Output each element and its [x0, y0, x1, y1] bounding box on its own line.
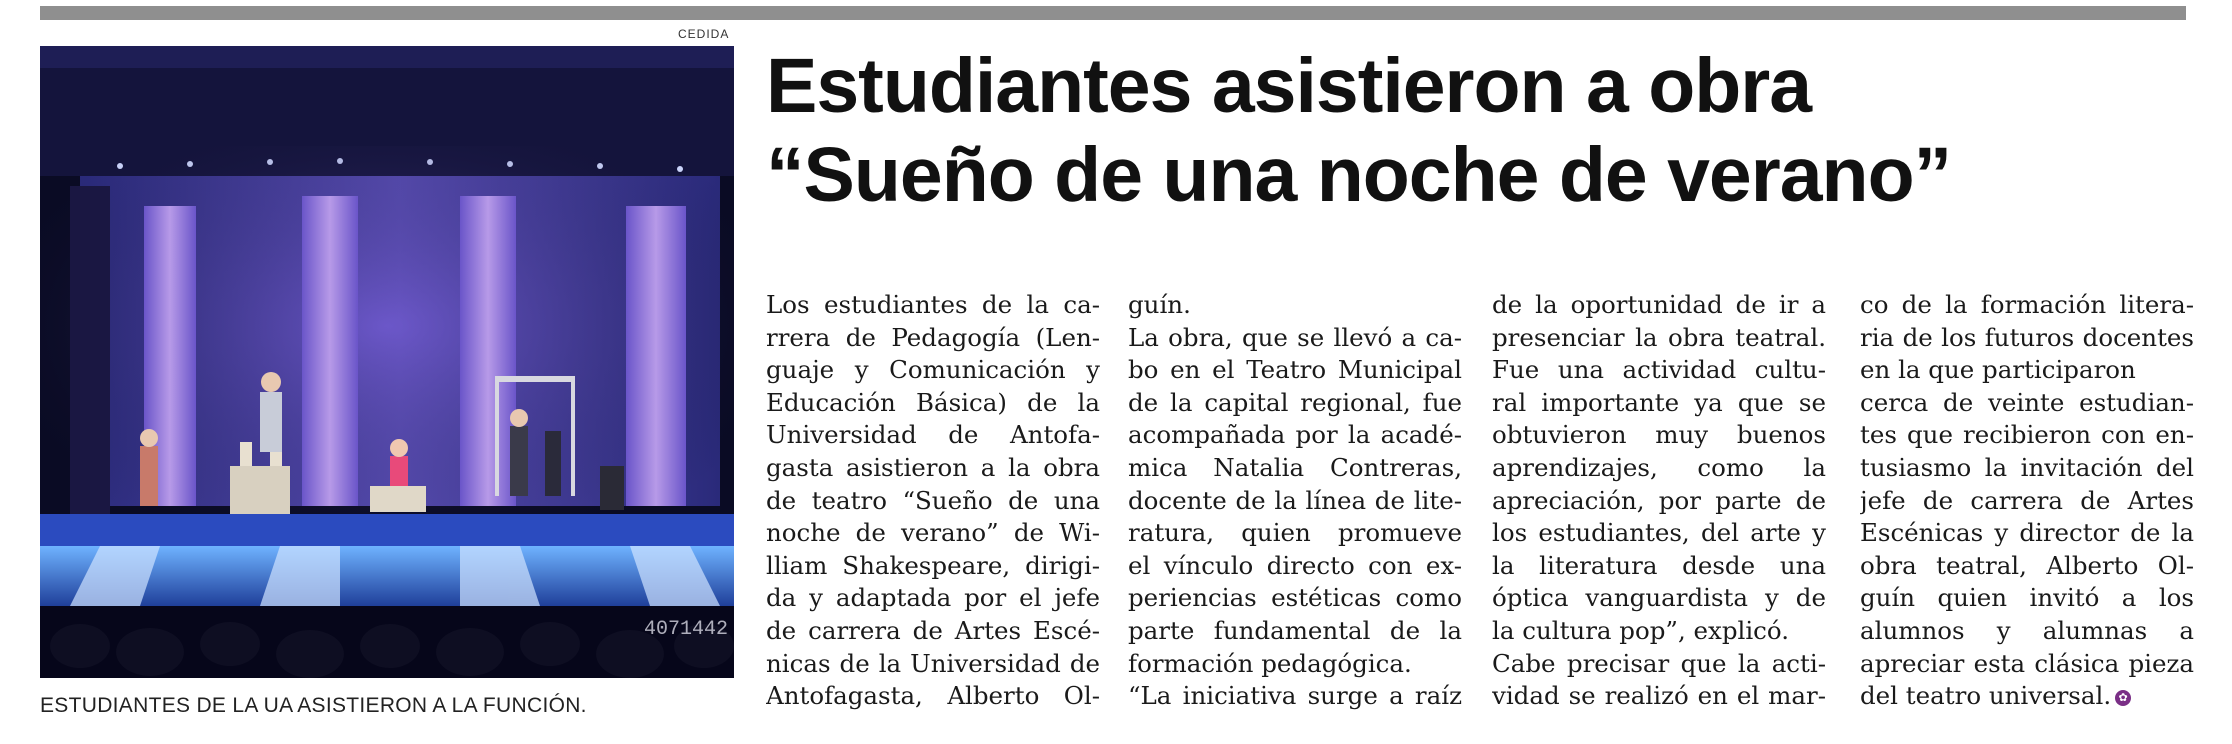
- body-line: aprendizajes, como la: [1492, 452, 1826, 482]
- body-line: el vínculo directo con ex-: [1128, 550, 1462, 580]
- body-line: presenciar la obra teatral.: [1492, 322, 1826, 352]
- article-column-3: [1492, 289, 1826, 713]
- body-line: la literatura desde una: [1492, 550, 1826, 580]
- body-line: ratura, quien promueve: [1128, 518, 1462, 548]
- article-column-1: [766, 289, 1100, 713]
- body-line: guaje y Comunicación y: [766, 355, 1100, 385]
- body-line: Cabe precisar que la acti-: [1492, 648, 1826, 678]
- photo-credit: CEDIDA: [678, 27, 730, 41]
- body-line: acompañada por la acadé-: [1128, 420, 1462, 450]
- top-rule: [40, 6, 2186, 20]
- body-line-text: del teatro universal.: [1860, 681, 2112, 711]
- body-line: cerca de veinte estudian-: [1860, 387, 2194, 417]
- body-line: obra teatral, Alberto Ol-: [1860, 550, 2194, 580]
- headline: [766, 42, 2206, 220]
- body-line: ria de los futuros docentes: [1860, 322, 2194, 352]
- body-line: apreciar esta clásica pieza: [1860, 648, 2194, 678]
- body-line: tusiasmo la invitación del: [1860, 452, 2194, 482]
- body-line: gasta asistieron a la obra: [766, 452, 1100, 482]
- body-line: Los estudiantes de la ca-: [766, 290, 1100, 319]
- body-line: tes que recibieron con en-: [1860, 420, 2194, 450]
- body-line: jefe de carrera de Artes: [1860, 485, 2194, 515]
- body-line: nicas de la Universidad de: [766, 648, 1100, 678]
- body-line: lliam Shakespeare, dirigi-: [766, 550, 1100, 580]
- article-column-2: [1128, 289, 1462, 713]
- body-line: alumnos y alumnas a: [1860, 615, 2194, 645]
- body-line: la cultura pop”, explicó.: [1492, 615, 1790, 645]
- body-line: Fue una actividad cultu-: [1492, 355, 1826, 385]
- body-line: Escénicas y director de la: [1860, 518, 2194, 548]
- star-bullet-icon: ✿: [2115, 690, 2131, 706]
- body-line: bo en el Teatro Municipal: [1128, 355, 1462, 385]
- body-line: rrera de Pedagogía (Len-: [766, 322, 1100, 352]
- photo-watermark: 4071442: [644, 618, 729, 641]
- body-line: óptica vanguardista y de: [1492, 583, 1826, 613]
- body-line: periencias estéticas como: [1128, 583, 1462, 613]
- body-line: da y adaptada por el jefe: [766, 583, 1100, 613]
- body-line: de carrera de Artes Escé-: [766, 615, 1100, 645]
- stage-photo-illustration: [40, 46, 734, 678]
- body-line: noche de verano” de Wi-: [766, 518, 1100, 548]
- body-line: Universidad de Antofa-: [766, 420, 1100, 450]
- body-line: los estudiantes, del arte y: [1492, 518, 1826, 548]
- headline-line-2: “Sueño de una noche de verano”: [766, 132, 1952, 218]
- body-line: de la capital regional, fue: [1128, 387, 1462, 417]
- body-line: mica Natalia Contreras,: [1128, 452, 1462, 482]
- body-line: vidad se realizó en el mar-: [1492, 681, 1826, 711]
- body-line-last: [1860, 680, 2194, 713]
- body-line: ral importante ya que se: [1492, 387, 1826, 417]
- headline-line-1: Estudiantes asistieron a obra: [766, 43, 1812, 129]
- body-line: parte fundamental de la: [1128, 615, 1462, 645]
- body-line: co de la formación litera-: [1860, 290, 2194, 319]
- body-line: de la oportunidad de ir a: [1492, 290, 1826, 319]
- article-photo: [40, 46, 734, 678]
- body-line: docente de la línea de lite-: [1128, 485, 1462, 515]
- body-line: guín quien invitó a los: [1860, 583, 2194, 613]
- body-line: “La iniciativa surge a raíz: [1128, 681, 1462, 711]
- body-line: Educación Básica) de la: [766, 387, 1100, 417]
- body-line: La obra, que se llevó a ca-: [1128, 322, 1462, 352]
- body-line: apreciación, por parte de: [1492, 485, 1826, 515]
- body-line: de teatro “Sueño de una: [766, 485, 1100, 515]
- body-line: formación pedagógica.: [1128, 648, 1412, 678]
- body-line: guín.: [1128, 290, 1191, 319]
- article-column-4: [1860, 289, 2194, 713]
- body-line: obtuvieron muy buenos: [1492, 420, 1826, 450]
- body-line: en la que participaron: [1860, 355, 2136, 385]
- photo-caption: ESTUDIANTES DE LA UA ASISTIERON A LA FUNCIÓN.: [40, 694, 587, 717]
- body-line: Antofagasta, Alberto Ol-: [766, 681, 1100, 711]
